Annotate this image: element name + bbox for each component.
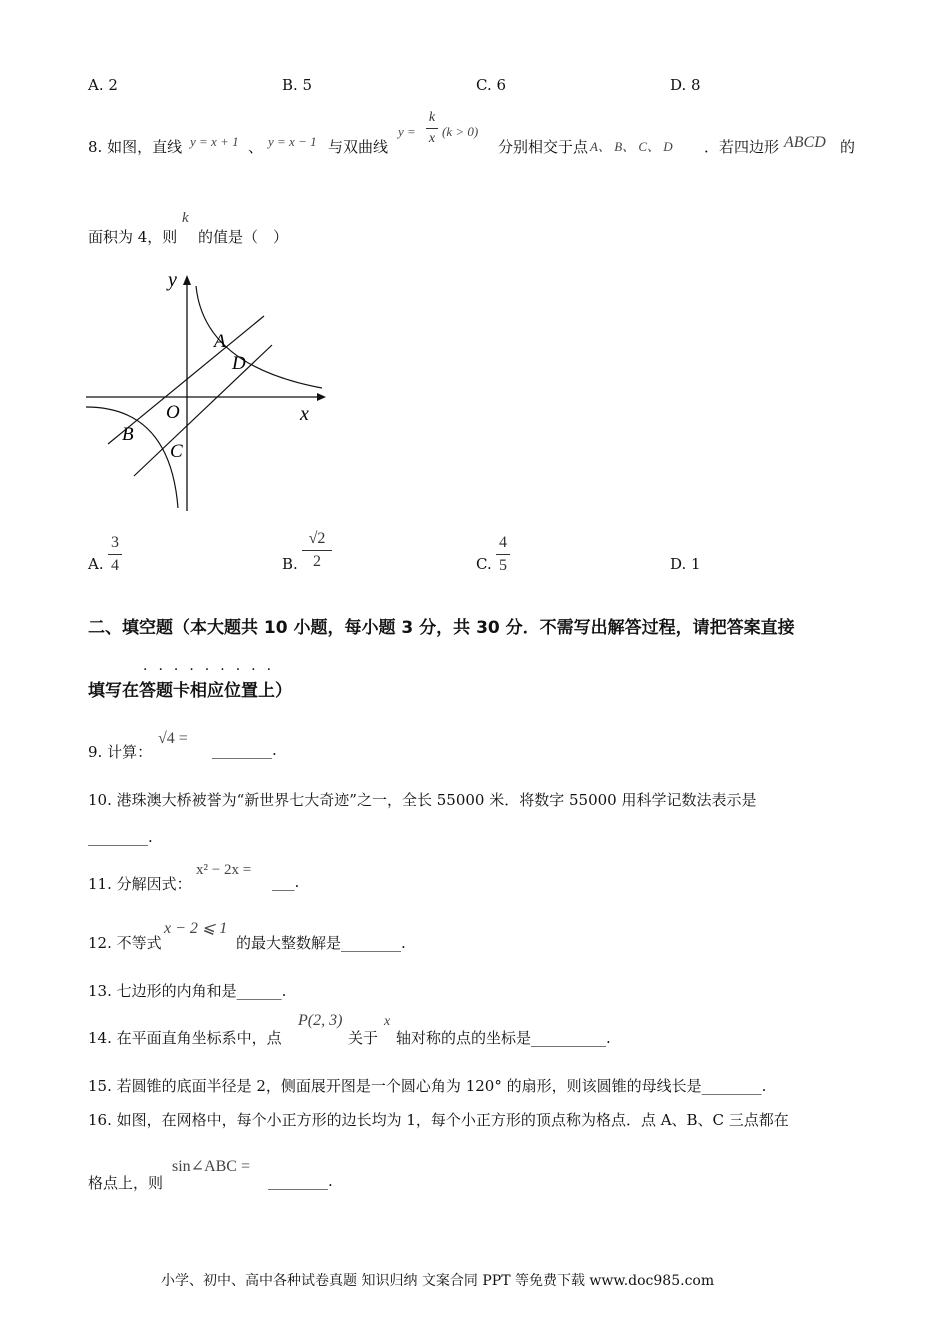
fraction-bar	[426, 128, 438, 129]
fraction-bar	[108, 554, 122, 555]
q8-hyp-y: y =	[398, 124, 416, 139]
q8-option-a-fraction	[108, 534, 122, 575]
q14-x: x	[384, 1014, 391, 1029]
q8-suffix: 的	[840, 138, 856, 156]
q14-after: 轴对称的点的坐标是__________.	[396, 1029, 611, 1047]
section-2-title: 二、填空题（本大题共 10 小题，每小题 3 分，共 30 分．不需写出解答过程，请把答案直接	[88, 618, 795, 638]
q12-math: x − 2 ⩽ 1	[164, 920, 228, 937]
label-x: x	[300, 403, 309, 425]
q8-hyp-cond: (k > 0)	[442, 124, 479, 139]
q12-text: 12. 不等式	[88, 934, 162, 952]
q9-math: √4 =	[158, 730, 188, 747]
q12-after: 的最大整数解是________.	[236, 934, 406, 952]
q8-abcd: ABCD	[784, 134, 826, 151]
label-d: D	[232, 353, 246, 374]
q8-figure	[86, 266, 336, 512]
q8-option-d: D. 1	[670, 555, 701, 573]
q7-option-d: D. 8	[670, 76, 701, 94]
label-y: y	[168, 269, 177, 291]
section-2-title-line2: 填写在答题卡相应位置上）	[88, 681, 292, 701]
q8-option-b-label: B.	[282, 555, 298, 573]
fraction-bar	[496, 554, 510, 555]
x-axis-arrow	[317, 393, 326, 401]
q8-mid: 与双曲线	[328, 138, 389, 156]
q8-hyp-k: k	[428, 110, 436, 125]
q8-sep: 、	[248, 138, 264, 156]
q8-line2: y = x − 1	[268, 134, 317, 149]
y-axis-arrow	[183, 275, 191, 285]
page-footer: 小学、初中、高中各种试卷真题 知识归纳 文案合同 PPT 等免费下载 www.doc985.com	[161, 1273, 715, 1289]
q16-prefix: 格点上，则	[88, 1174, 164, 1192]
q8-line2-prefix: 面积为 4，则	[88, 228, 178, 246]
q8-prefix: 8. 如图，直线	[88, 138, 183, 156]
q10-line2: ________.	[88, 828, 153, 846]
label-o: O	[166, 402, 180, 423]
label-c: C	[170, 441, 183, 462]
q14-mid: 关于	[348, 1029, 379, 1047]
q14-text: 14. 在平面直角坐标系中，点	[88, 1029, 282, 1047]
numerator: 3	[111, 534, 119, 551]
denominator: 4	[111, 557, 119, 574]
q13-text: 13. 七边形的内角和是______.	[88, 982, 287, 1000]
q16-blank: ________.	[268, 1172, 333, 1190]
q8-line2-suffix: 的值是（ ）	[198, 228, 289, 246]
q7-option-c: C. 6	[476, 76, 507, 94]
q14-math: P(2, 3)	[298, 1012, 343, 1029]
q8-option-a-label: A.	[88, 555, 104, 573]
q7-option-a: A. 2	[88, 76, 118, 94]
q8-option-c-fraction	[496, 534, 510, 575]
q10-line1: 10. 港珠澳大桥被誉为“新世界七大奇迹”之一，全长 55000 米．将数字 55000 用科学记数法表示是	[88, 791, 757, 809]
q8-option-b-fraction	[302, 530, 332, 571]
q11-math: x² − 2x =	[196, 862, 252, 878]
q9-text: 9. 计算：	[88, 743, 153, 761]
q8-hyp-x: x	[428, 131, 436, 146]
q7-option-b: B. 5	[282, 76, 313, 94]
fraction-bar	[302, 550, 332, 551]
q9-blank: ________.	[212, 741, 277, 759]
q8-after: 分别相交于点	[498, 138, 589, 156]
q11-blank: ___.	[272, 873, 300, 891]
numerator: √2	[308, 530, 326, 547]
q8-k: k	[182, 210, 189, 226]
q8-line1: y = x + 1	[190, 134, 239, 149]
label-b: B	[122, 424, 134, 445]
q15-text: 15. 若圆锥的底面半径是 2，侧面展开图是一个圆心角为 120° 的扇形，则该圆锥的母线长是________.	[88, 1077, 767, 1095]
denominator: 5	[499, 557, 507, 574]
q16-math: sin∠ABC =	[172, 1158, 250, 1175]
denominator: 2	[313, 553, 321, 570]
hyperbola-branch-left	[86, 407, 178, 508]
q8-option-c-label: C.	[476, 555, 492, 573]
q8-points: A、 B、 C、 D	[590, 139, 673, 154]
q11-text: 11. 分解因式：	[88, 875, 192, 893]
q8-dot: ．若四边形	[704, 138, 780, 156]
q8-hyp-fraction	[426, 110, 438, 147]
label-a: A	[214, 331, 226, 352]
q16-line1: 16. 如图，在网格中，每个小正方形的边长均为 1，每个小正方形的顶点称为格点．点 A、B、C 三点都在	[88, 1111, 789, 1129]
emphasis-dots: ·········	[143, 662, 283, 678]
numerator: 4	[499, 534, 507, 551]
